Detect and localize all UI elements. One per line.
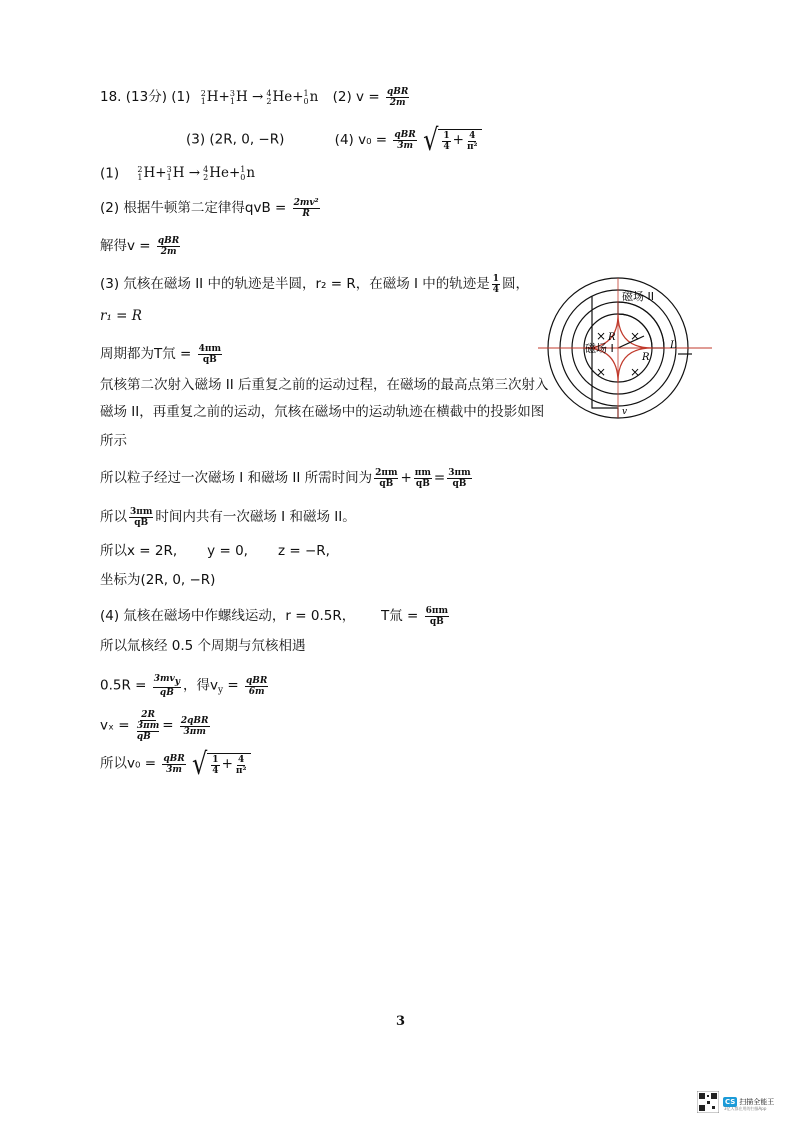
sqrt-expression: √ $\frac{1}{4}$ + $\frac{4}{\text{π²}}$ bbox=[423, 128, 482, 152]
time-frac-3: $\frac{3\pi m}{qB}$ bbox=[448, 468, 471, 489]
step3-xyz: 所以x = 2R, y = 0, z = −R, bbox=[100, 543, 330, 559]
answer-summary-line-2 bbox=[186, 122, 482, 158]
q3-answer: (3) (2R, 0, −R) bbox=[186, 131, 285, 148]
time-frac-1: $\frac{2\pi m}{qB}$ bbox=[375, 468, 398, 489]
cross-2: × bbox=[630, 329, 641, 343]
vy-frac: $\frac{\text{qBR}}{6m}$ bbox=[246, 675, 268, 697]
step4-vx: vₓ = 2R 3πm qB = $\frac{\text{2qBR}}{3\pi m}$ bbox=[100, 710, 209, 742]
step2-line bbox=[100, 198, 322, 219]
v0-sqrt: √ $\frac{1}{4}$ + $\frac{4}{\text{π²}}$ bbox=[192, 752, 251, 776]
vx-prefix: vₓ = bbox=[100, 717, 130, 734]
step3-desc-3: 所示 bbox=[100, 433, 127, 449]
arc-segment bbox=[618, 302, 664, 348]
step4-eq1: 0.5R = $\frac{\text{3mvy}}{qB}$ ，得$v_y$ = $\frac{\text{qBR}}{6m}$ bbox=[100, 674, 268, 698]
cross-3: × bbox=[596, 365, 607, 379]
question-label: 18. (13分) (1) bbox=[100, 89, 191, 105]
scanner-subtitle: 3亿人都在用的扫描App bbox=[724, 1106, 767, 1111]
R-label-2: R bbox=[642, 352, 650, 363]
step4-line-1 bbox=[100, 606, 451, 627]
v-label: v bbox=[622, 407, 628, 417]
step2-solve: 解得v = bbox=[100, 238, 151, 254]
time-frac-2: $\frac{\pi m}{qB}$ bbox=[414, 468, 431, 489]
period-fraction: $\frac{4\pi m}{qB}$ bbox=[198, 344, 222, 365]
scanner-watermark bbox=[697, 1087, 789, 1117]
step3-period: 周期都为T氘 = bbox=[100, 346, 192, 362]
step3-desc-1: 氘核第二次射入磁场 II 后重复之前的运动过程，在磁场的最高点第三次射入 bbox=[100, 377, 549, 393]
field2-label: 磁场 II bbox=[622, 290, 654, 303]
step3-desc-2: 磁场 II，再重复之前的运动，氘核在磁场中的运动轨迹在横截中的投影如图 bbox=[100, 404, 545, 420]
magnetic-field-diagram bbox=[538, 276, 712, 432]
eq1-mid: ，得v bbox=[183, 677, 218, 694]
qr-code-icon bbox=[697, 1091, 719, 1113]
step3-line-1 bbox=[100, 274, 529, 295]
cross-4: × bbox=[630, 365, 641, 379]
step1-nuclear-equation: 2 1 H+ 3 1 H → 4 2 He+ 1 0 n bbox=[137, 165, 256, 182]
cs-logo: CS bbox=[725, 1098, 736, 1106]
step4-v0 bbox=[100, 746, 251, 782]
vx-frac-1: 2R 3πm qB bbox=[136, 710, 160, 742]
step3-text-end: 圆， bbox=[502, 276, 530, 292]
quarter-fraction: $\frac{1}{4}$ bbox=[492, 274, 500, 295]
cross-1: × bbox=[596, 329, 607, 343]
velocity-fraction: $\frac{\text{qBR}}{2m}$ bbox=[386, 87, 409, 108]
v0-fraction: $\frac{\text{qBR}}{3m}$ bbox=[394, 129, 416, 151]
step1-line bbox=[100, 166, 255, 182]
step2-solve-line bbox=[100, 236, 182, 257]
step4-line-2: 所以氚核经 0.5 个周期与氘核相遇 bbox=[100, 638, 306, 654]
R-label-1: R bbox=[608, 332, 616, 343]
step3-period-line bbox=[100, 344, 224, 365]
solve-fraction: $\frac{\text{qBR}}{2m}$ bbox=[157, 236, 180, 257]
answer-summary-line-1 bbox=[100, 87, 411, 108]
field1-label: 磁场 I bbox=[585, 342, 614, 355]
step3-text: (3) 氘核在磁场 II 中的轨迹是半圆，r₂ = R，在磁场 I 中的轨迹是 bbox=[100, 276, 490, 292]
L-label: L bbox=[670, 340, 677, 351]
step4-text: (4) 氚核在磁场中作螺线运动，r = 0.5R， T氚 = bbox=[100, 608, 419, 624]
count-suffix: 时间内共有一次磁场 I 和磁场 II。 bbox=[155, 509, 356, 525]
tritium-period-frac: $\frac{6\pi m}{qB}$ bbox=[425, 606, 448, 627]
v0-frac: $\frac{\text{qBR}}{3m}$ bbox=[163, 753, 185, 775]
vx-frac-2: $\frac{\text{2qBR}}{3\pi m}$ bbox=[180, 715, 209, 737]
v0-prefix: 所以v₀ = bbox=[100, 755, 157, 772]
eq1-frac: $\frac{\text{3mvy}}{qB}$ bbox=[153, 674, 180, 698]
q2-answer-prefix: (2) v = bbox=[332, 89, 380, 105]
page-number: 3 bbox=[396, 1014, 406, 1029]
centripetal-fraction: $\frac{\text{2mv²}}{R}$ bbox=[293, 198, 319, 219]
time-prefix: 所以粒子经过一次磁场 I 和磁场 II 所需时间为 bbox=[100, 470, 373, 486]
step3-time-line: 所以粒子经过一次磁场 I 和磁场 II 所需时间为 $\frac{2\pi m}{qB}$ + $\frac{\pi m}{qB}$ = $\frac{3\pi m}{qB}$ bbox=[100, 468, 471, 489]
step2-text: (2) 根据牛顿第二定律得qvB = bbox=[100, 200, 287, 216]
step1-label: (1) bbox=[100, 165, 120, 182]
nuclear-equation: 2 1 H+ 3 1 H → 4 2 He+ 1 0 n bbox=[200, 88, 319, 106]
scanner-name: 扫描全能王 bbox=[739, 1098, 775, 1106]
step3-r1: r₁ = R bbox=[100, 308, 142, 324]
step3-coord: 坐标为(2R, 0, −R) bbox=[100, 572, 216, 588]
step3-count-line bbox=[100, 507, 356, 528]
count-prefix: 所以 bbox=[100, 509, 127, 525]
count-frac: $\frac{3\pi m}{qB}$ bbox=[130, 507, 153, 528]
eq1-prefix: 0.5R = bbox=[100, 677, 147, 694]
q4-answer-prefix: (4) v₀ = bbox=[334, 131, 388, 148]
